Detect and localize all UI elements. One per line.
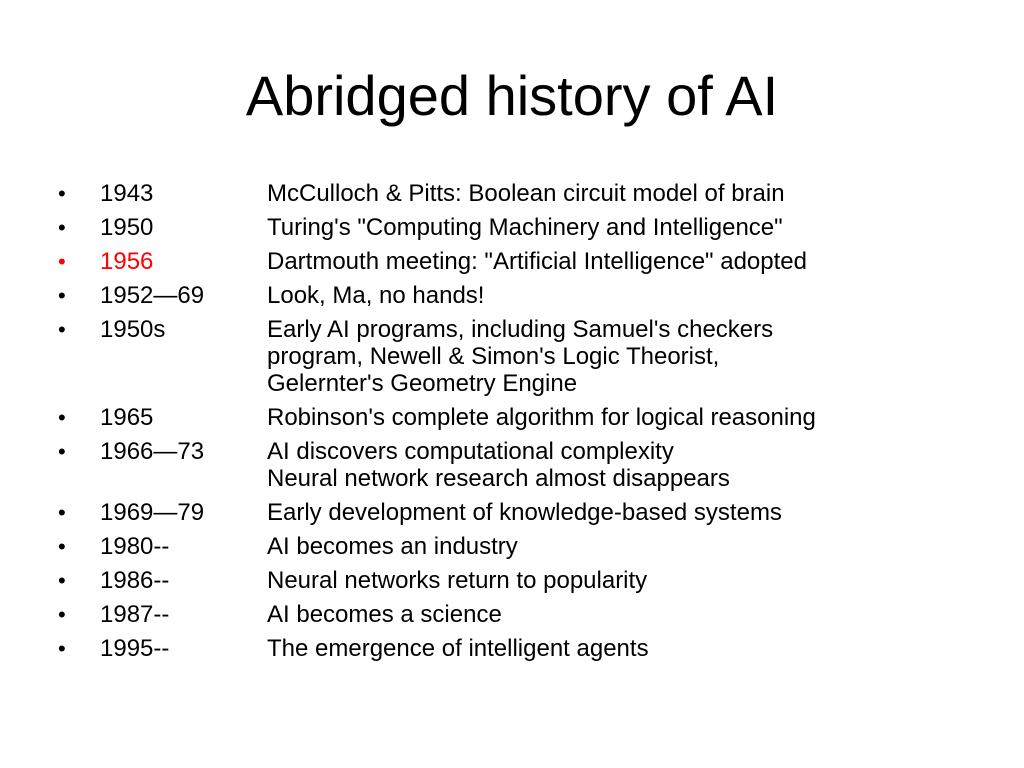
timeline-description [267, 248, 998, 275]
timeline-item [58, 214, 998, 241]
timeline-description [267, 533, 998, 560]
timeline-description-line: Neural network research almost disappears [267, 465, 730, 492]
timeline-description-line: Early development of knowledge-based systems [267, 499, 782, 526]
timeline-item [58, 438, 998, 492]
bullet-icon: • [58, 602, 66, 627]
timeline-description [267, 635, 998, 662]
bullet-icon: • [58, 439, 66, 464]
timeline-description [267, 214, 998, 241]
timeline-item [58, 601, 998, 628]
bullet-icon: • [58, 181, 66, 206]
bullet-icon: • [58, 636, 66, 661]
timeline-list [58, 180, 998, 669]
timeline-description [267, 316, 998, 397]
timeline-item [58, 180, 998, 207]
timeline-description-line: AI becomes a science [267, 601, 502, 628]
slide-title: Abridged history of AI [245, 64, 779, 127]
bullet-icon: • [58, 215, 66, 240]
timeline-year: 1943 [100, 180, 154, 207]
timeline-description [267, 404, 998, 431]
timeline-description-line: Early AI programs, including Samuel's checkers [267, 316, 774, 343]
timeline-item [58, 248, 998, 275]
timeline-description-line: Dartmouth meeting: "Artificial Intelligence" adopted [267, 248, 807, 275]
timeline-description-line: Look, Ma, no hands! [267, 282, 485, 309]
timeline-year: 1965 [100, 404, 154, 431]
timeline-description-line: Robinson's complete algorithm for logical reasoning [267, 404, 816, 431]
timeline-description-line: AI discovers computational complexity [267, 438, 674, 465]
timeline-year: 1980-- [100, 533, 170, 560]
timeline-year: 1995-- [100, 635, 170, 662]
bullet-icon: • [58, 500, 66, 525]
timeline-description [267, 601, 998, 628]
bullet-icon: • [58, 317, 66, 342]
timeline-description-line: McCulloch & Pitts: Boolean circuit model of brain [267, 180, 785, 207]
bullet-icon: • [58, 568, 66, 593]
timeline-description-line: The emergence of intelligent agents [267, 635, 649, 662]
timeline-description [267, 438, 998, 492]
timeline-description [267, 180, 998, 207]
timeline-description [267, 567, 998, 594]
timeline-description [267, 282, 998, 309]
timeline-item [58, 635, 998, 662]
timeline-item [58, 533, 998, 560]
timeline-year: 1956 [100, 248, 154, 275]
timeline-description-line: AI becomes an industry [267, 533, 518, 560]
timeline-item [58, 282, 998, 309]
timeline-year: 1950 [100, 214, 154, 241]
timeline-item [58, 499, 998, 526]
timeline-year: 1952—69 [100, 282, 205, 309]
bullet-icon: • [58, 283, 66, 308]
timeline-description-line: Gelernter's Geometry Engine [267, 370, 578, 397]
timeline-year: 1986-- [100, 567, 170, 594]
timeline-item [58, 567, 998, 594]
timeline-item [58, 316, 998, 397]
timeline-description [267, 499, 998, 526]
timeline-year: 1969—79 [100, 499, 205, 526]
bullet-icon: • [58, 249, 66, 274]
bullet-icon: • [58, 534, 66, 559]
timeline-year: 1966—73 [100, 438, 205, 465]
timeline-year: 1950s [100, 316, 166, 343]
timeline-description-line: program, Newell & Simon's Logic Theorist, [267, 343, 720, 370]
timeline-description-line: Turing's "Computing Machinery and Intelligence" [267, 214, 783, 241]
timeline-item [58, 404, 998, 431]
timeline-year: 1987-- [100, 601, 170, 628]
timeline-description-line: Neural networks return to popularity [267, 567, 648, 594]
bullet-icon: • [58, 405, 66, 430]
